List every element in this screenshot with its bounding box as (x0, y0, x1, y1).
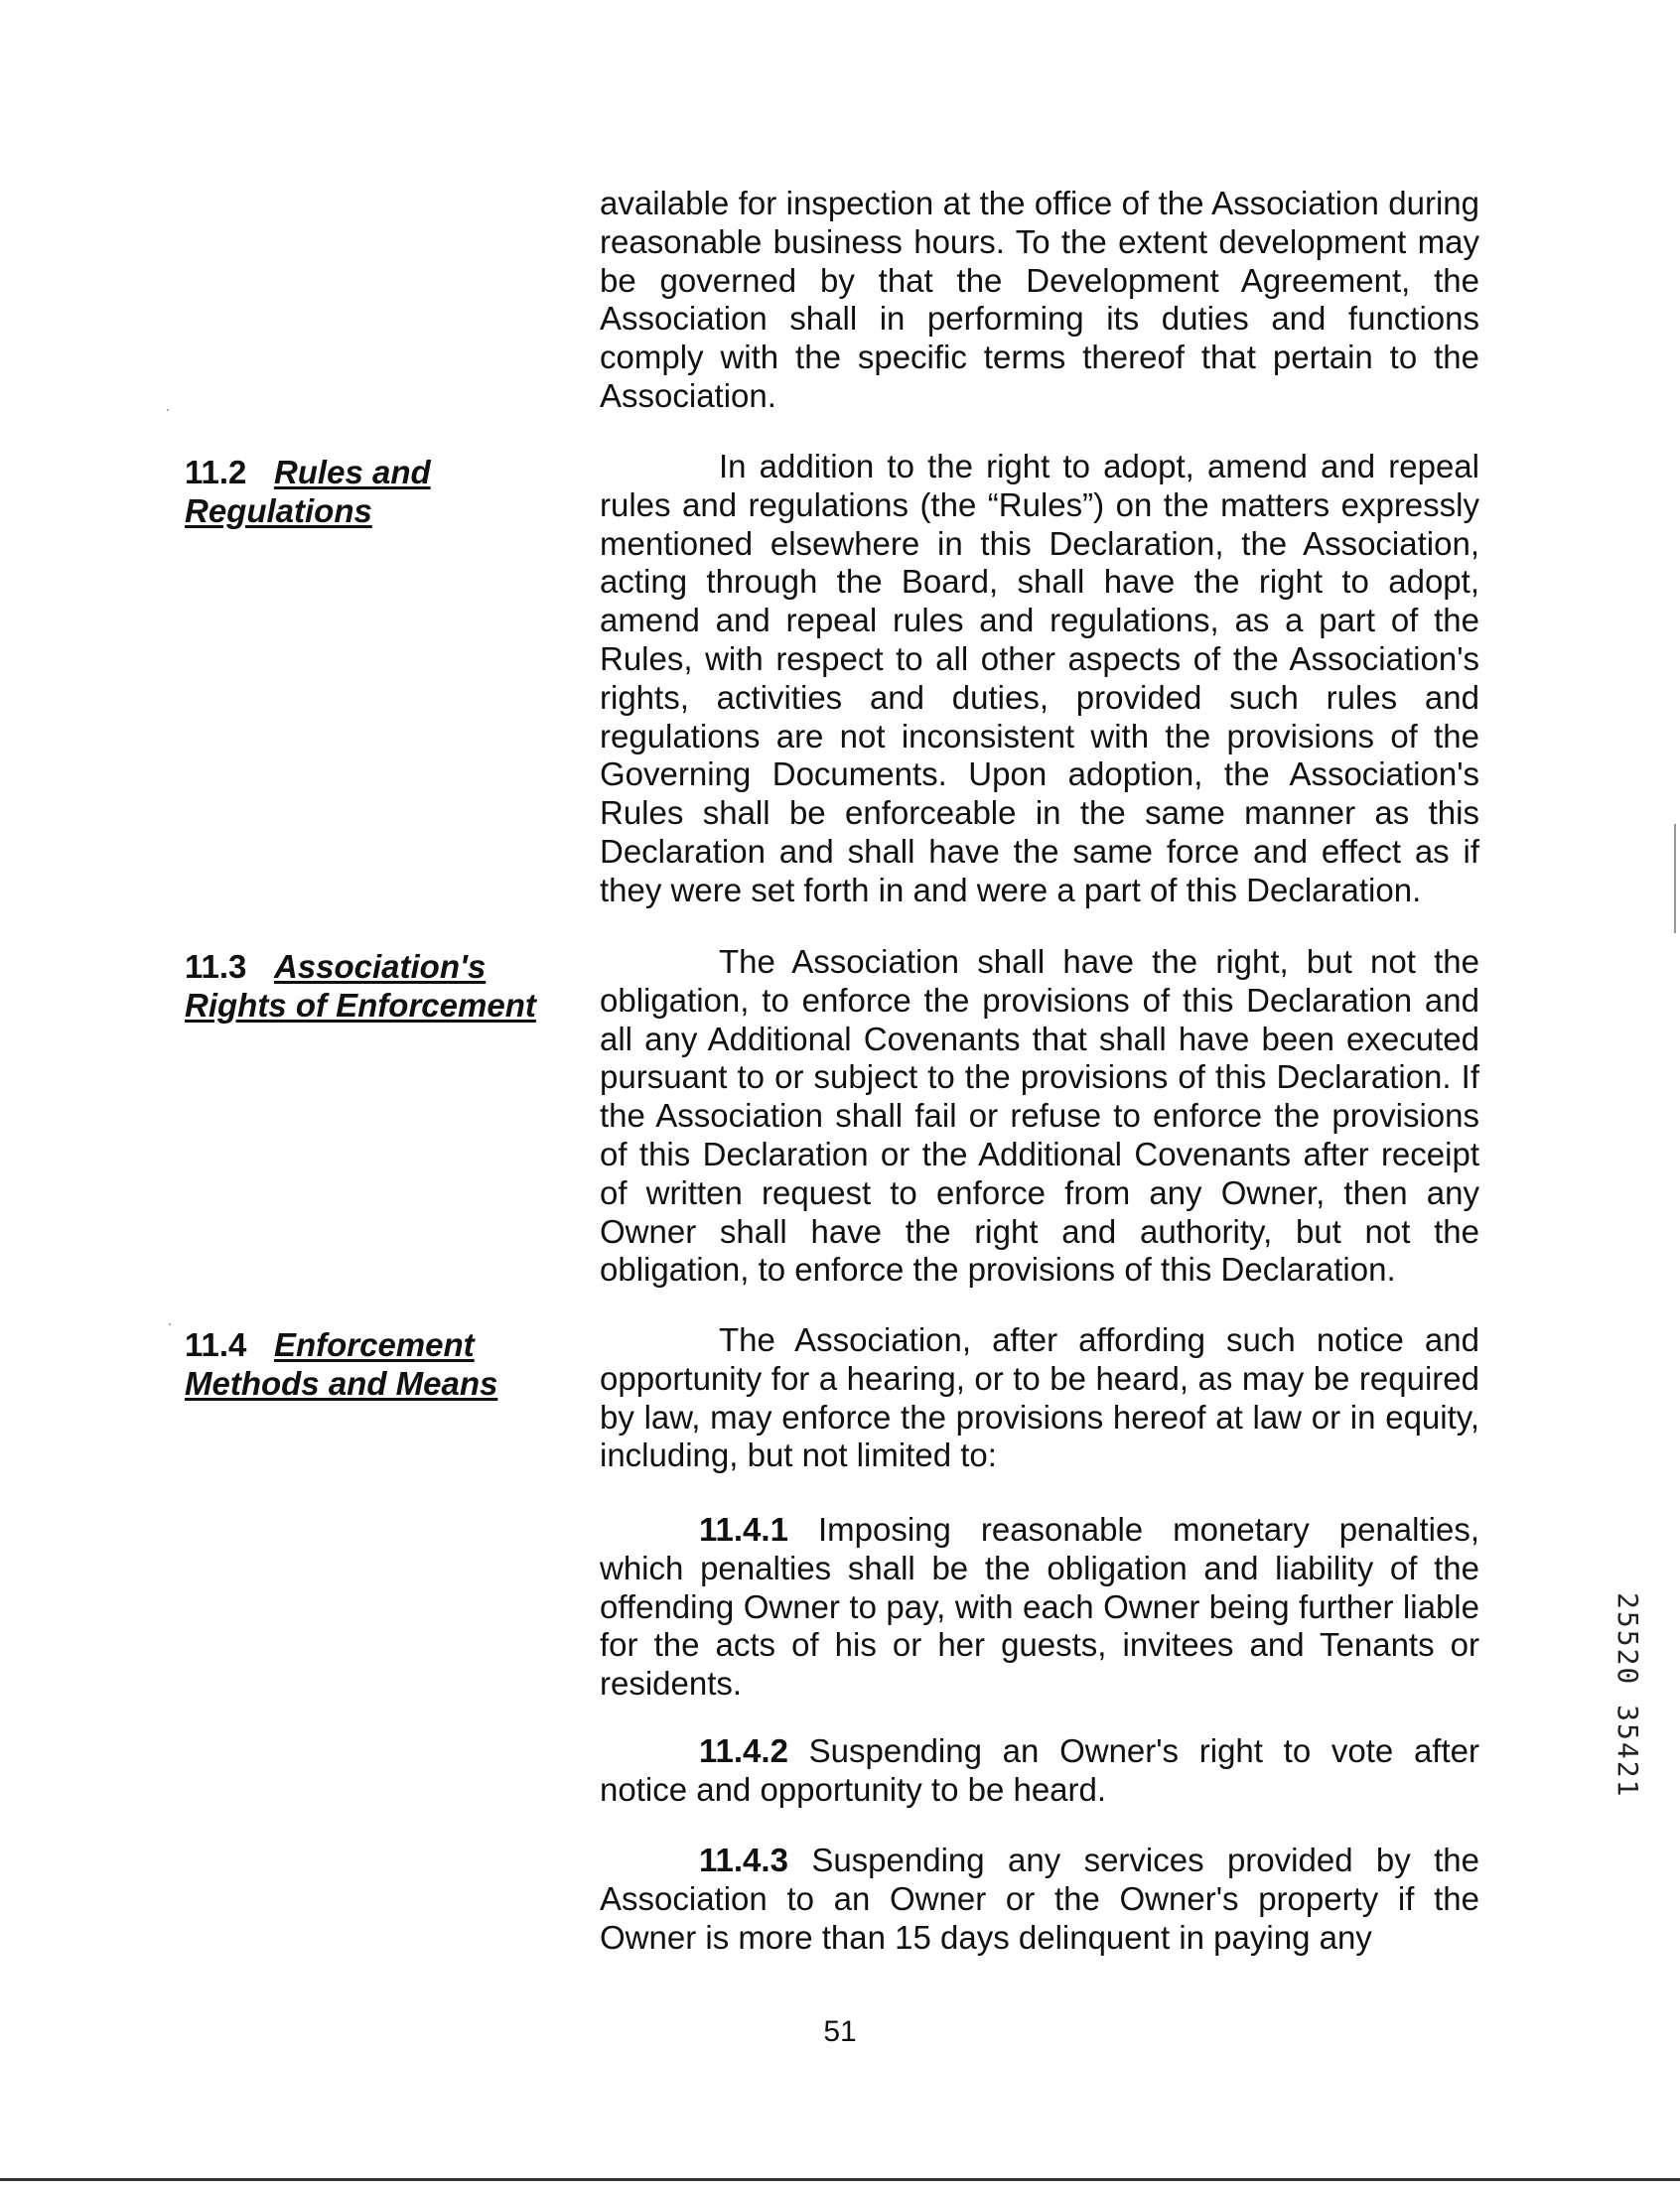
subsection-11-4-1 (600, 1511, 1479, 1704)
continued-paragraph: available for inspection at the office of the Association during reasonable business hours. To the extent development may be governed by that the Development Agreement, the Association shall in performing its duties and functions comply with the specific terms thereof that pertain to the Association. (600, 185, 1479, 414)
section-number: 11.2 (185, 454, 247, 490)
bottom-edge-line (0, 2178, 1680, 2181)
subsection-number: 11.4.3 (699, 1842, 788, 1878)
section-title: Association's Rights of Enforcement (185, 948, 536, 1024)
subsection-number: 11.4.1 (699, 1511, 788, 1548)
scan-edge-mark (1674, 824, 1676, 933)
section-heading-11-3 (185, 947, 582, 1025)
section-body-11-4: The Association, after affording such notice and opportunity for a hearing, or to be heard, as may be required by law, may enforce the provisions hereof at law or in equity, including, but not limited to: (600, 1321, 1479, 1474)
subsection-text: Suspending an Owner's right to vote after notice and opportunity to be heard. (600, 1732, 1479, 1808)
subsection-text: Suspending any services provided by the Association to an Owner or the Owner's property if the Owner is more than 15 days delinquent in paying any (600, 1842, 1480, 1956)
subsection-11-4-2 (600, 1732, 1479, 1810)
subsection-11-4-3 (600, 1842, 1479, 1957)
section-body-11-3: The Association shall have the right, but not the obligation, to enforce the provisions of this Declaration and all any Additional Covenants that shall have been executed pursuant to or subject to the provisions of this Declaration. If the Association shall fail or refuse to enforce the provisions of this Declaration or the Additional Covenants after receipt of written request to enforce from any Owner, then any Owner shall have the right and authority, but not the obligation, to enforce the provisions of this Declaration. (600, 943, 1479, 1289)
subsection-text: Imposing reasonable monetary penalties, which penalties shall be the obligation and liability of the offending Owner to pay, with each Owner being further liable for the acts of his or her guests, invitees and Tenants or residents. (600, 1511, 1479, 1703)
recording-stamp-text: 25520 35421 (1611, 1592, 1644, 1799)
section-body-11-2: In addition to the right to adopt, amend and repeal rules and regulations (the “Rules”) on the matters expressly mentioned elsewhere in this Declaration, the Association, acting through the Board, shall have the right to adopt, amend and repeal rules and regulations, as a part of the Rules, with respect to all other aspects of the Association's rights, activities and duties, provided such rules and regulations are not inconsistent with the provisions of the Governing Documents. Upon adoption, the Association's Rules shall be enforceable in the same manner as this Declaration and shall have the same force and effect as if they were set forth in and were a part of this Declaration. (600, 448, 1479, 908)
page-number: 51 (823, 2015, 857, 2048)
subsection-number: 11.4.2 (699, 1732, 788, 1769)
section-heading-11-4 (185, 1325, 582, 1403)
section-title: Enforcement Methods and Means (185, 1326, 498, 1402)
recording-stamp (1611, 1592, 1664, 1890)
scan-speck (169, 1323, 171, 1325)
section-number: 11.4 (185, 1326, 247, 1363)
section-heading-11-2 (185, 453, 582, 530)
scan-speck (167, 409, 169, 411)
section-number: 11.3 (185, 948, 247, 985)
section-title: Rules and Regulations (185, 454, 431, 529)
